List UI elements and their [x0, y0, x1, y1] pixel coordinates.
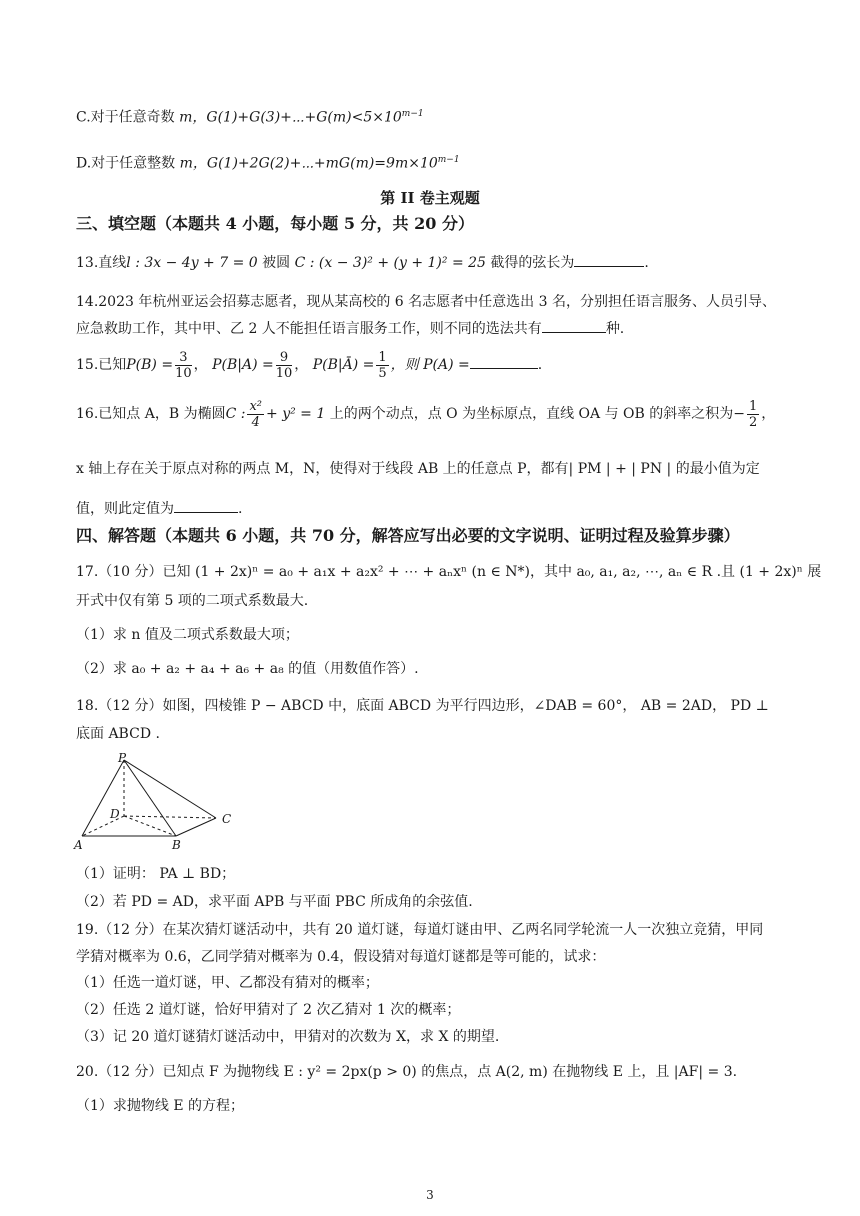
- question-18-line2: 底面 ABCD .: [76, 726, 160, 742]
- q16-ellipse-name: C :: [225, 406, 246, 422]
- label-P: P: [118, 752, 127, 765]
- q16-text: 上的两个动点，点 O 为坐标原点，直线 OA 与 OB 的斜率之积为−: [325, 406, 745, 422]
- option-d-formula: m，G(1)+2G(2)+⋯+mG(m)=9m×10: [179, 155, 438, 172]
- answer-blank: [542, 318, 606, 333]
- q14-tail: 种.: [605, 321, 625, 337]
- fraction: [276, 350, 293, 381]
- question-20-line1: 20.（12 分）已知点 F 为抛物线 E : y² = 2px(p > 0) 的焦点，点 A(2, m) 在抛物线 E 上，且 |AF| = 3.: [76, 1064, 738, 1080]
- edge-DB: [124, 816, 176, 836]
- question-14-line2: [76, 318, 792, 339]
- option-c: [76, 104, 792, 128]
- option-d-label: D.对于任意整数: [76, 155, 176, 172]
- answer-blank: [574, 252, 644, 267]
- question-18-part2: （2）若 PD = AD，求平面 APB 与平面 PBC 所成角的余弦值.: [76, 894, 473, 910]
- label-D: D: [110, 807, 120, 821]
- question-19-part3: （3）记 20 道灯谜猜灯谜活动中，甲猜对的次数为 X，求 X 的期望.: [76, 1029, 500, 1045]
- question-18-part1: （1）证明： PA ⊥ BD；: [76, 866, 236, 882]
- label-A: A: [74, 838, 83, 852]
- question-18-line1: 18.（12 分）如图，四棱锥 P − ABCD 中，底面 ABCD 为平行四边形，∠DAB = 60°， AB = 2AD， PD ⊥: [76, 698, 769, 714]
- q15-tail: ，则 P(A) =: [390, 357, 470, 373]
- question-14-line1: 14.2023 年杭州亚运会招募志愿者，现从某高校的 6 名志愿者中任意选出 3 名，分别担任语言服务、人员引导、: [76, 294, 776, 310]
- q16-label: 16.已知点 A，B 为椭圆: [76, 406, 226, 422]
- question-13: 13.直线l : 3x − 4y + 7 = 0 被圆 C : (x − 3)² + (y + 1)² = 25 截得的弦长为 .: [76, 252, 792, 273]
- option-c-formula: m，G(1)+G(3)+⋯+G(m)<5×10: [179, 109, 402, 126]
- section4-title: 四、解答题（本题共 6 小题，共 70 分，解答应写出必要的文字说明、证明过程及验算步骤）: [76, 526, 740, 545]
- numerator: x²: [249, 398, 263, 414]
- edge-PB: [124, 760, 176, 836]
- question-20-part1: （1）求抛物线 E 的方程；: [76, 1098, 245, 1114]
- q15-pbna: P(B|Ā) =: [312, 357, 375, 373]
- q15-pba: P(B|A) =: [212, 357, 274, 373]
- question-17-part1: （1）求 n 值及二项式系数最大项；: [76, 627, 299, 643]
- pyramid-figure: [72, 752, 242, 852]
- question-17-line1: 17.（10 分）已知 (1 + 2x)ⁿ = a₀ + a₁x + a₂x² + ⋯ + aₙxⁿ (n ∈ N*)，其中 a₀, a₁, a₂, ⋯, aₙ ∈ R .且 (1 + 2x)ⁿ 展: [76, 564, 822, 580]
- label-C: C: [222, 812, 232, 826]
- edge-PC: [124, 760, 216, 818]
- page-number: 3: [426, 1188, 434, 1202]
- denominator: 5: [378, 365, 387, 381]
- question-17-part2: （2）求 a₀ + a₂ + a₄ + a₆ + a₈ 的值（用数值作答）.: [76, 661, 419, 677]
- edge-PA: [82, 760, 124, 836]
- question-17-line2: 开式中仅有第 5 项的二项式系数最大.: [76, 593, 309, 609]
- edge-DC: [124, 816, 216, 818]
- numerator: 9: [276, 350, 293, 366]
- question-16-line1: 16.已知点 A，B 为椭圆C : $\frac{\text{x²}}{4}$ + y² = 1 上的两个动点，点 O 为坐标原点，直线 OA 与 OB 的斜率之积为− $\frac{1}{2}$ ，: [76, 398, 776, 430]
- option-d-exponent: m−1: [437, 155, 460, 165]
- option-c-exponent: m−1: [401, 109, 424, 119]
- question-15: 15.已知P(B) = $\frac{3}{10}$ ， P(B|A) = $\frac{9}{10}$ ， P(B|Ā) = $\frac{1}{5}$ ，则 P(A) = .: [76, 349, 543, 381]
- question-16-line3: 值，则此定值为 .: [76, 498, 792, 519]
- q13-label: 13.直线: [76, 255, 127, 271]
- q13-text-end: 截得的弦长为: [485, 255, 575, 271]
- denominator: 2: [748, 414, 758, 430]
- denominator: 10: [275, 365, 293, 381]
- question-19-part2: （2）任选 2 道灯谜，恰好甲猜对了 2 次乙猜对 1 次的概率；: [76, 1002, 461, 1018]
- section3-title: 三、填空题（本题共 4 小题，每小题 5 分，共 20 分）: [76, 214, 474, 233]
- q13-text: 被圆: [257, 255, 295, 271]
- option-c-label: C.对于任意奇数: [76, 109, 175, 126]
- q16-text-end: 值，则此定值为: [76, 501, 174, 517]
- part-title: 第 II 卷主观题: [380, 189, 480, 207]
- q13-circle-equation: C : (x − 3)² + (y + 1)² = 25: [294, 255, 486, 271]
- denominator: 10: [175, 365, 192, 381]
- fraction: [247, 399, 264, 430]
- numerator: 3: [175, 350, 192, 366]
- answer-blank: [174, 498, 238, 513]
- option-d: [76, 150, 792, 174]
- answer-blank: [470, 354, 538, 369]
- q13-line-equation: l : 3x − 4y + 7 = 0: [126, 255, 258, 271]
- q14-text: 应急救助工作，其中甲、乙 2 人不能担任语言服务工作，则不同的选法共有: [76, 321, 542, 337]
- q15-pb: P(B) =: [126, 357, 174, 373]
- question-19-part1: （1）任选一道灯谜，甲、乙都没有猜对的概率；: [76, 975, 379, 991]
- label-B: B: [172, 838, 181, 852]
- denominator: 4: [251, 414, 260, 430]
- q16-ellipse-eq: + y² = 1: [266, 406, 326, 422]
- numerator: 1: [378, 349, 387, 365]
- numerator: 1: [748, 398, 758, 414]
- question-16-line2: x 轴上存在关于原点对称的两点 M，N，使得对于线段 AB 上的任意点 P，都有| PM | + | PN | 的最小值为定: [76, 461, 760, 477]
- q15-label: 15.已知: [76, 357, 127, 373]
- fraction: [175, 350, 192, 381]
- fraction: [376, 350, 388, 381]
- question-19-line1: 19.（12 分）在某次猜灯谜活动中，共有 20 道灯谜，每道灯谜由甲、乙两名同学轮流一人一次独立竞猜，甲同: [76, 922, 764, 938]
- fraction: [747, 399, 759, 430]
- question-19-line2: 学猜对概率为 0.6，乙同学猜对概率为 0.4，假设猜对每道灯谜都是等可能的，试求：: [76, 949, 606, 965]
- edge-BC: [176, 818, 216, 836]
